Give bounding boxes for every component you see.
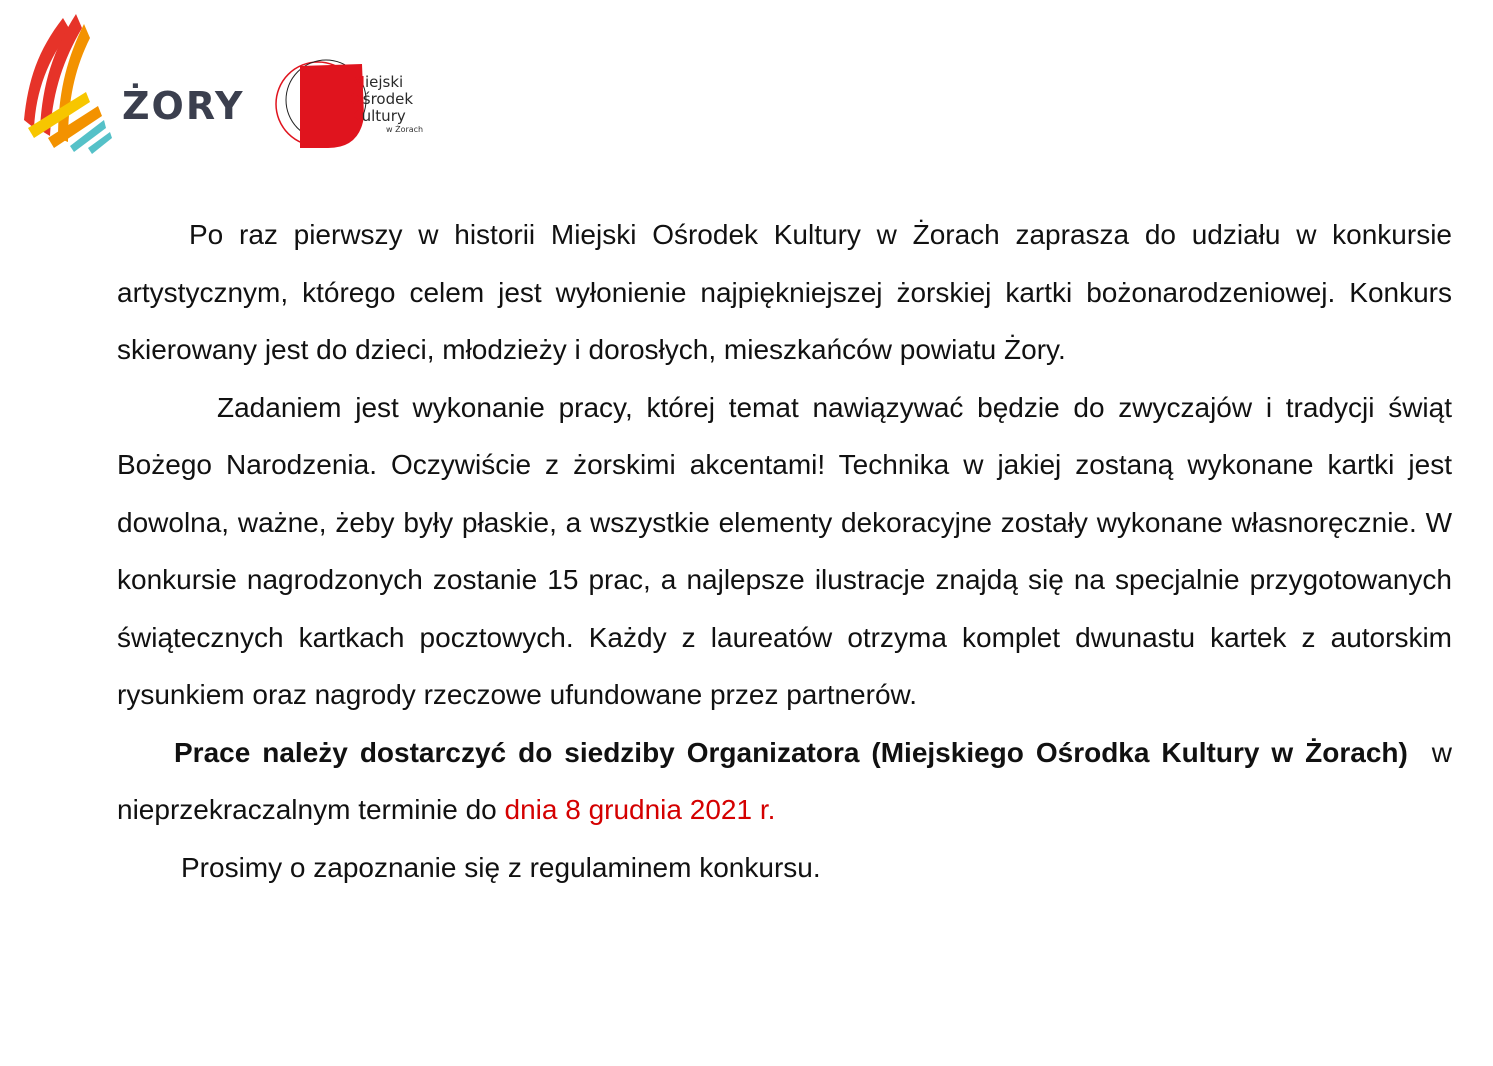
document-body [117, 206, 1452, 896]
mok-line-2-initial: O [350, 90, 363, 108]
paragraph-intro: Po raz pierwszy w historii Miejski Ośrodek Kultury w Żorach zaprasza do udziału w konkursie artystycznym, którego celem jest wyłonienie najpiękniejszej żorskiej kartki bożonarodzeniowej. Konkurs skierowany jest do dzieci, młodzieży i dorosłych, mieszkańców powiatu Żory. [117, 219, 1452, 365]
mok-line-4: w Żorach [386, 125, 424, 134]
city-name-text: ŻORY [122, 84, 245, 128]
mok-line-2-rest: środek [362, 90, 414, 108]
mok-line-2 [350, 91, 423, 108]
deadline-date: dnia 8 grudnia 2021 r. [504, 794, 776, 825]
mok-logo [270, 52, 440, 162]
delivery-location: Prace należy dostarczyć do siedziby Organizatora (Miejskiego Ośrodka Kultury w Żorach) [174, 736, 1408, 768]
mok-line-3-initial: K [350, 107, 362, 125]
mok-line-1-rest: iejski [364, 73, 404, 91]
flame-icon [18, 10, 118, 155]
paragraph-delivery [117, 724, 1452, 839]
mok-line-1 [350, 74, 423, 91]
mok-line-3 [350, 108, 423, 125]
delivery-term: w nieprzekraczalnym terminie do [117, 736, 1453, 825]
mok-name [350, 74, 423, 135]
paragraph-rules: Prosimy o zapoznanie się z regulaminem konkursu. [181, 851, 821, 883]
zory-city-logo [18, 10, 245, 155]
mok-line-3-rest: ultury [361, 107, 406, 125]
mok-line-1-initial: M [350, 73, 365, 91]
paragraph-task: Zadaniem jest wykonanie pracy, której temat nawiązywać będzie do zwyczajów i tradycji świąt Bożego Narodzenia. Oczywiście z żorskimi akcentami! Technika w jakiej zostaną wykonane kartki jest dowolna, ważne, żeby były płaskie, a wszystkie elementy dekoracyjne zostały wykonane własnoręcznie. W konkursie nagrodzonych zostanie 15 prac, a najlepsze ilustracje znajdą się na specjalnie przygotowanych świątecznych kartkach pocztowych. Każdy z laureatów otrzyma komplet dwunastu kartek z autorskim rysunkiem oraz nagrody rzeczowe ufundowane przez partnerów. [117, 391, 1452, 710]
